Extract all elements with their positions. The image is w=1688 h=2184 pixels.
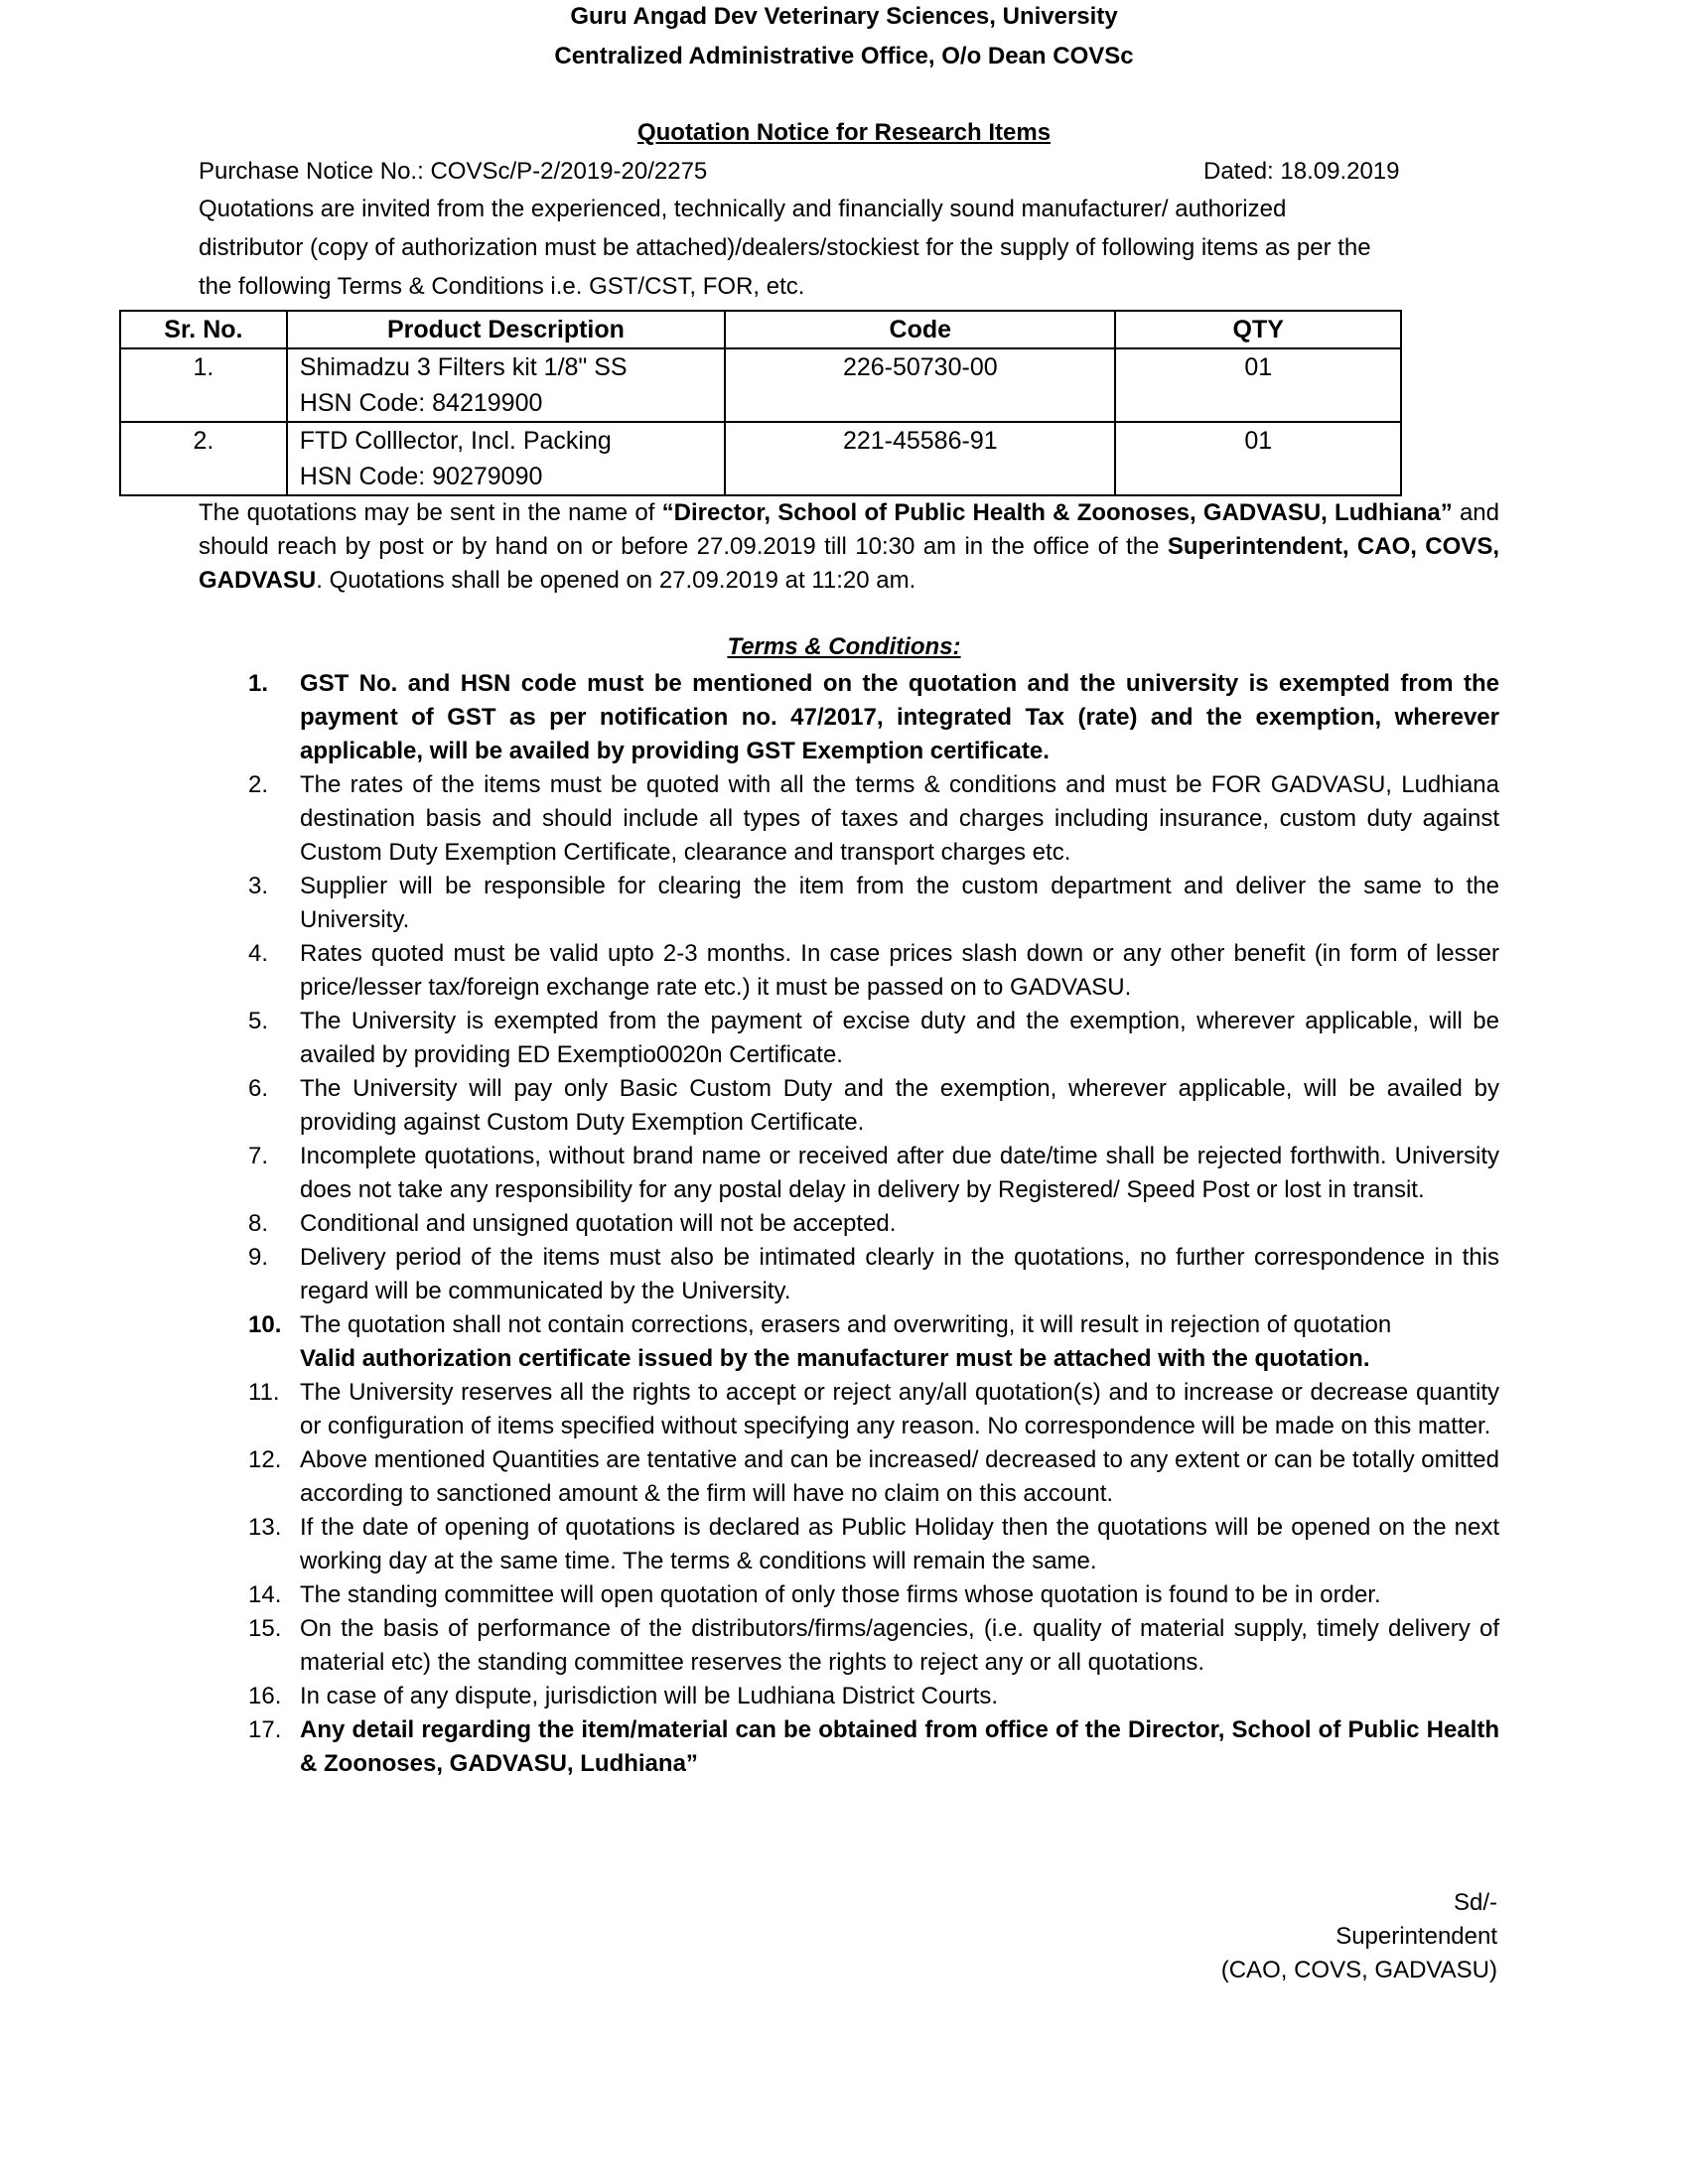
term-item <box>199 1005 1499 1072</box>
row-code: 226-50730-00 <box>725 348 1115 422</box>
table-row <box>120 422 1401 495</box>
university-name: Guru Angad Dev Veterinary Sciences, University <box>570 3 1118 30</box>
term-item <box>199 1612 1499 1680</box>
purchase-notice-number: Purchase Notice No.: COVSc/P-2/2019-20/2275 <box>199 158 708 185</box>
terms-list <box>199 667 1499 1781</box>
row-description <box>287 422 725 495</box>
submission-paragraph <box>199 496 1499 598</box>
hsn-code: HSN Code: 90279090 <box>299 463 543 490</box>
header-product-description: Product Description <box>287 311 725 348</box>
signatory-office: (CAO, COVS, GADVASU) <box>1220 1957 1497 1983</box>
header-sr-no: Sr. No. <box>120 311 287 348</box>
intro-line-2: distributor (copy of authorization must be attached)/dealers/stockiest for the supply of following items as per the <box>199 234 1371 261</box>
term-number: 13. <box>248 1514 282 1541</box>
submission-text-1: The quotations may be sent in the name of <box>199 499 662 526</box>
term-number: 7. <box>248 1143 269 1169</box>
signatory-designation: Superintendent <box>1336 1923 1497 1950</box>
intro-line-1: Quotations are invited from the experienced, technically and financially sound manufacturer/ authorized <box>199 196 1287 222</box>
term-text: Delivery period of the items must also be intimated clearly in the quotations, no further correspondence in this regard will be communicated by the University. <box>300 1244 1499 1304</box>
product-name: Shimadzu 3 Filters kit 1/8" SS <box>299 353 628 381</box>
terms-title: Terms & Conditions: <box>727 633 961 660</box>
term-number: 14. <box>248 1581 282 1608</box>
header-code: Code <box>725 311 1115 348</box>
submission-text-2: and should reach by post or by hand on or before 27.09.2019 till 10:30 am in the office of the <box>199 499 1499 560</box>
term-bold-text: Valid authorization certificate issued by the manufacturer must be attached with the quotation. <box>300 1345 1370 1372</box>
term-item <box>199 1443 1499 1511</box>
row-qty: 01 <box>1115 348 1401 422</box>
hsn-code: HSN Code: 84219900 <box>299 389 543 417</box>
term-number: 17. <box>248 1716 282 1743</box>
row-sr-no: 2. <box>120 422 287 495</box>
notice-title: Quotation Notice for Research Items <box>636 119 1052 146</box>
term-number: 8. <box>248 1210 269 1237</box>
term-item <box>199 870 1499 937</box>
term-text: Above mentioned Quantities are tentative and can be increased/ decreased to any extent or can be totally omitted according to sanctioned amount & the firm will have no claim on this account. <box>300 1446 1499 1507</box>
term-text: Rates quoted must be valid upto 2-3 months. In case prices slash down or any other benefit (in form of lesser price/lesser tax/foreign exchange rate etc.) it must be passed on to GADVASU. <box>300 940 1499 1001</box>
term-text: The University is exempted from the payment of excise duty and the exemption, wherever applicable, will be availed by providing ED Exemptio0020n Certificate. <box>300 1008 1499 1068</box>
notice-date: Dated: 18.09.2019 <box>1203 158 1400 185</box>
product-name: FTD Colllector, Incl. Packing <box>299 427 612 455</box>
term-item <box>199 1140 1499 1207</box>
term-item <box>199 667 1499 768</box>
term-text: Supplier will be responsible for clearing the item from the custom department and deliver the same to the University. <box>300 873 1499 933</box>
term-number: 6. <box>248 1075 269 1102</box>
term-item <box>199 1376 1499 1443</box>
term-text: Any detail regarding the item/material can be obtained from office of the Director, School of Public Health & Zoonoses, GADVASU, Ludhiana” <box>300 1716 1499 1777</box>
term-number: 15. <box>248 1615 282 1642</box>
row-code: 221-45586-91 <box>725 422 1115 495</box>
office-name: Centralized Administrative Office, O/o Dean COVSc <box>554 43 1134 69</box>
signature-block <box>1221 1886 1497 1987</box>
term-number: 4. <box>248 940 269 967</box>
submission-office: Superintendent, CAO, COVS, GADVASU <box>199 533 1499 594</box>
term-text: In case of any dispute, jurisdiction will be Ludhiana District Courts. <box>300 1683 999 1709</box>
term-number: 10. <box>248 1311 282 1338</box>
term-text: The quotation shall not contain corrections, erasers and overwriting, it will result in rejection of quotation <box>300 1311 1392 1338</box>
submission-text-3: . Quotations shall be opened on 27.09.2019 at 11:20 am. <box>316 567 916 594</box>
intro-line-3: the following Terms & Conditions i.e. GST/CST, FOR, etc. <box>199 273 805 300</box>
items-table <box>119 310 1402 496</box>
header-qty: QTY <box>1115 311 1401 348</box>
term-text: The rates of the items must be quoted with all the terms & conditions and must be FOR GADVASU, Ludhiana destination basis and should include all types of taxes and charges including insurance, custom duty against Custom Duty Exemption Certificate, clearance and transport charges etc. <box>300 771 1499 866</box>
term-text: Incomplete quotations, without brand name or received after due date/time shall be rejected forthwith. University does not take any responsibility for any postal delay in delivery by Registered/ Speed Post or lost in transit. <box>300 1143 1499 1203</box>
term-number: 5. <box>248 1008 269 1034</box>
term-item <box>199 768 1499 870</box>
term-item <box>199 1207 1499 1241</box>
term-item <box>199 937 1499 1005</box>
term-text: On the basis of performance of the distributors/firms/agencies, (i.e. quality of material supply, timely delivery of material etc) the standing committee reserves the rights to reject any or all quotations. <box>300 1615 1499 1676</box>
term-number: 16. <box>248 1683 282 1709</box>
term-item <box>199 1511 1499 1578</box>
term-text: The University will pay only Basic Custom Duty and the exemption, wherever applicable, will be availed by providing against Custom Duty Exemption Certificate. <box>300 1075 1499 1136</box>
addressee: “Director, School of Public Health & Zoonoses, GADVASU, Ludhiana” <box>661 499 1453 526</box>
signature-sd: Sd/- <box>1453 1889 1497 1916</box>
term-number: 12. <box>248 1446 282 1473</box>
term-item <box>199 1578 1499 1612</box>
table-row <box>120 348 1401 422</box>
term-text: The University reserves all the rights to accept or reject any/all quotation(s) and to increase or decrease quantity or configuration of items specified without specifying any reason. No correspondence will be made on this matter. <box>300 1379 1499 1439</box>
term-number: 3. <box>248 873 269 899</box>
term-text: The standing committee will open quotation of only those firms whose quotation is found to be in order. <box>300 1581 1381 1608</box>
term-item <box>199 1713 1499 1781</box>
term-number: 9. <box>248 1244 269 1271</box>
term-number: 1. <box>248 670 269 697</box>
term-text: GST No. and HSN code must be mentioned on the quotation and the university is exempted from the payment of GST as per notification no. 47/2017, integrated Tax (rate) and the exemption, wherever applicable, will be availed by providing GST Exemption certificate. <box>300 670 1499 764</box>
table-header-row <box>120 311 1401 348</box>
row-description <box>287 348 725 422</box>
term-text: If the date of opening of quotations is declared as Public Holiday then the quotations will be opened on the next working day at the same time. The terms & conditions will remain the same. <box>300 1514 1499 1574</box>
term-number: 11. <box>248 1379 280 1406</box>
term-text: Conditional and unsigned quotation will not be accepted. <box>300 1210 897 1237</box>
term-number: 2. <box>248 771 269 798</box>
row-qty: 01 <box>1115 422 1401 495</box>
term-item <box>199 1308 1499 1376</box>
term-item <box>199 1241 1499 1308</box>
term-item <box>199 1680 1499 1713</box>
row-sr-no: 1. <box>120 348 287 422</box>
term-item <box>199 1072 1499 1140</box>
